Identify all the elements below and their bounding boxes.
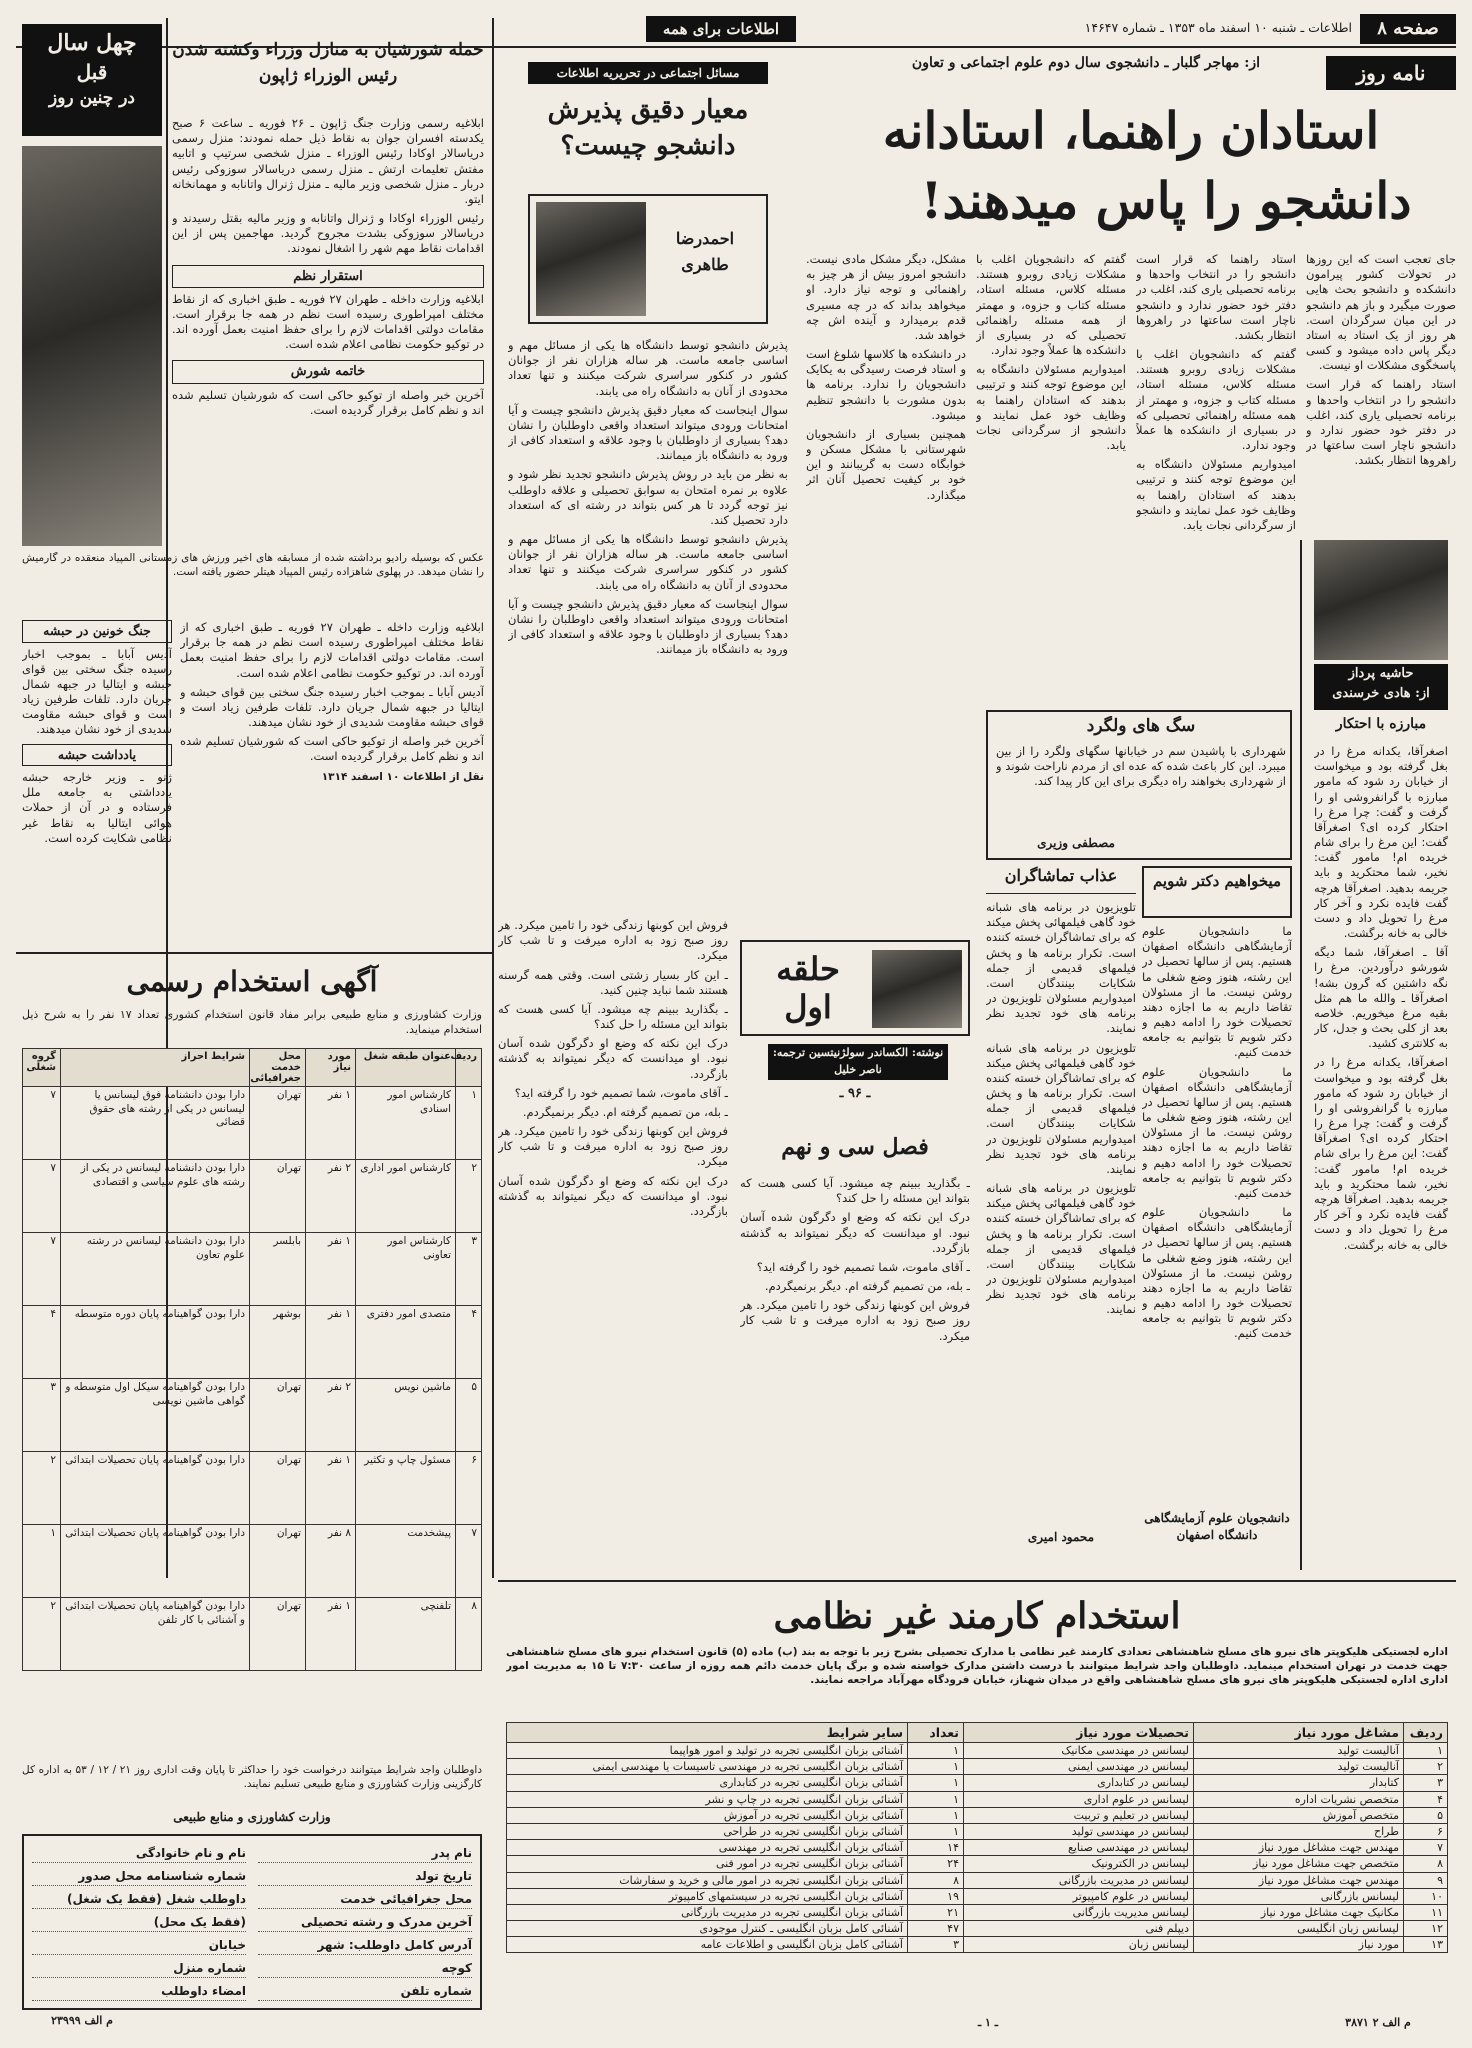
history-paragraph: آدیس آبابا ـ بموجب اخبار رسیده جنگ سختی بین قوای حبشه و ایتالیا در جبهه شمال جریان دارد. تلفات طرفین زیاد است و قوای حبشه مقاومت شدیدی از خود نشان میدهند.: [180, 684, 484, 730]
admission-article: [498, 52, 798, 912]
story-episode: ـ ۹۶ ـ: [839, 1086, 871, 1101]
doctor-author: دانشجویان علوم آزمایشگاهی دانشگاه اصفهان: [1144, 1511, 1290, 1542]
history-section: [16, 20, 488, 950]
table-cell: آشنائی بزبان انگلیسی تجربه در تولید و امور هواپیما: [507, 1743, 908, 1759]
table-header: تحصیلات مورد نیاز: [964, 1723, 1194, 1743]
table-cell: ۳: [23, 1379, 61, 1452]
table-cell: ۲: [23, 1598, 61, 1671]
table-cell: آشنائی بزبان انگلیسی تجربه در کتابداری: [507, 1775, 908, 1791]
table-cell: ۸ نفر: [306, 1525, 356, 1598]
story-paragraph: ـ آقای ماموت، شما تصمیم خود را گرفته اید؟: [756, 1259, 970, 1274]
page-label: صفحه ۸: [1360, 14, 1456, 44]
story-paragraph: ـ بله، من تصمیم گرفته ام. دیگر برنمیگردم.: [764, 1279, 970, 1294]
history-box-line: در چنین روز: [49, 88, 135, 108]
doctor-item: [1142, 866, 1292, 1566]
form-field-label: خیابان: [32, 1936, 246, 1955]
table-cell: ۸: [456, 1598, 482, 1671]
satire-title-text: حاشیه پرداز: [1348, 666, 1414, 681]
admission-author: احمدرضا طاهری: [675, 229, 735, 274]
table-cell: لیسانس در تعلیم و تربیت: [964, 1807, 1194, 1823]
table-cell: لیسانس در مهندسی تولید: [964, 1823, 1194, 1839]
table-cell: لیسانس در مهندسی صنایع: [964, 1840, 1194, 1856]
table-cell: لیسانس زبان انگلیسی: [1194, 1921, 1404, 1937]
table-header-row: [507, 1723, 1448, 1743]
story-paragraph: ـ بله، من تصمیم گرفته ام. دیگر برنمیگردم.: [522, 1104, 728, 1119]
history-body: [172, 116, 484, 536]
table-cell: ۱: [908, 1823, 964, 1839]
dogs-box: [986, 710, 1292, 860]
main-paragraph: گفتم که دانشجویان اغلب با مشکلات زیادی روبرو هستند. مسئله کلاس، مسئله استاد، مسئله کتاب و جزوه، و مهمتر از همه مسئله راهنمائی تحصیلی که در بسیاری از دانشکده ها عملاً وجود ندارد.: [1136, 347, 1296, 453]
table-cell: دارا بودن گواهینامه سیکل اول متوسطه و گواهی ماشین نویسی: [61, 1379, 250, 1452]
main-body-col-2: [1136, 252, 1296, 682]
table-row: [507, 1888, 1448, 1904]
table-cell: ۷: [23, 1160, 61, 1233]
table-header: شرایط احراز: [61, 1049, 250, 1087]
table-cell: لیسانس در مهندسی ایمنی: [964, 1759, 1194, 1775]
story-logo: حلقه اول: [776, 950, 840, 1027]
table-row: [23, 1306, 482, 1379]
admission-paragraph: به نظر من باید در روش پذیرش دانشجو تجدید نظر شود و علاوه بر نمره امتحان به سوابق تحصیلی و علاقه داوطلب نیز توجه گردد تا هر کس بتواند در رشته ای که استعداد دارد تحصیل کند.: [508, 467, 788, 527]
table-cell: ۱۱: [1404, 1904, 1448, 1920]
table-cell: ۶: [456, 1452, 482, 1525]
main-paragraph: همچنین بسیاری از دانشجویان شهرستانی با مشکل مسکن و خوابگاه دست به گریبانند و این خود بر کیفیت تحصیل آنان اثر میگذارد.: [806, 426, 966, 502]
table-cell: تهران: [250, 1379, 306, 1452]
table-header: ردیف: [456, 1049, 482, 1087]
table-cell: ۱: [908, 1807, 964, 1823]
table-cell: بابلسر: [250, 1233, 306, 1306]
admission-kicker: مسائل اجتماعی در تحریریه اطلاعات: [528, 62, 768, 84]
table-cell: آشنائی کامل بزبان انگلیسی ـ کنترل موجودی: [507, 1921, 908, 1937]
table-row: [507, 1791, 1448, 1807]
table-cell: ۲: [23, 1452, 61, 1525]
table-cell: متخصص آموزش: [1194, 1807, 1404, 1823]
admission-body: [508, 338, 788, 912]
table-cell: ۷: [1404, 1840, 1448, 1856]
admission-paragraph: سوال اینجاست که معیار دقیق پذیرش دانشجو چیست و آیا امتحانات ورودی میتواند استعداد واقعی داوطلبان را نشان دهد؟ بسیاری از داوطلبان با وجود علاقه و استعداد کافی از ورود به دانشگاه باز میمانند.: [508, 402, 788, 463]
story-paragraph: درک این نکته که وضع او دگرگون شده آسان نبود. او میدانست که دیگر نمیتواند به گذشته بازگردد.: [498, 1036, 728, 1081]
table-cell: دارا بودن گواهینامه پایان تحصیلات ابتدائی: [61, 1452, 250, 1525]
serial-story: [498, 918, 980, 1578]
photo-caption: عکس که بوسیله رادیو برداشته شده از مسابقه های اخیر ورزش های زمستانی المپیاد منعقده در گارمیش را نشان میدهد. در پهلوی شاهزاده رئیس المپیاد هیتلر حضور یافته است.: [22, 552, 484, 578]
civil-ad-table-wrap: [22, 1048, 482, 1756]
main-paragraph: امیدواریم مسئولان دانشگاه به این موضوع توجه کنند و ترتیبی بدهند که استادان راهنما به وظایف خود عمل نمایند و دانشجو از سرگردانی نجات یابد.: [1136, 457, 1296, 532]
table-row: [23, 1160, 482, 1233]
table-cell: ۲ نفر: [306, 1160, 356, 1233]
tv-paragraph: تلویزیون در برنامه های شبانه خود گاهی فیلمهائی پخش میکند که برای تماشاگران خسته کننده است. تکرار برنامه ها و پخش فیلمهای قدیمی از جمله شکایات بینندگان است. امیدواریم مسئولان تلویزیون در برنامه های خود تجدید نظر نمایند.: [986, 1181, 1136, 1317]
subhead-ethiopia-war: جنگ خونین در حبشه: [22, 620, 172, 643]
form-field-label: کوچه: [258, 1959, 472, 1978]
admission-paragraph: سوال اینجاست که معیار دقیق پذیرش دانشجو چیست و آیا امتحانات ورودی میتواند استعداد واقعی داوطلبان را نشان دهد؟ بسیاری از داوطلبان با وجود علاقه و استعداد کافی از ورود به دانشگاه باز میمانند.: [508, 596, 788, 657]
table-cell: کارشناس امور اسنادی: [356, 1087, 456, 1160]
subhead-order: استقرار نظم: [172, 265, 484, 288]
table-cell: لیسانس در کتابداری: [964, 1775, 1194, 1791]
doctor-title: میخواهیم دکتر شویم: [1142, 866, 1292, 918]
columnist-photo: [1314, 540, 1448, 660]
table-cell: آنالیست تولید: [1194, 1743, 1404, 1759]
doctor-paragraph: ما دانشجویان علوم آزمایشگاهی دانشگاه اصفهان هستیم. پس از سالها تحصیل در این رشته، هنوز وضع شغلی ما روشن نیست. ما از مسئولان تقاضا داریم به ما اجازه دهند تحصیلات خود را ادامه دهیم و دکتر شویم تا بتوانیم به جامعه خدمت کنیم.: [1142, 1205, 1292, 1341]
table-cell: ۱۰: [1404, 1888, 1448, 1904]
table-cell: مورد نیاز: [1194, 1937, 1404, 1953]
table-cell: متخصص جهت مشاغل مورد نیاز: [1194, 1856, 1404, 1872]
story-paragraph: ـ بگذارید ببینم چه میشود. آیا کسی هست که بتواند این مسئله را حل کند؟: [498, 1001, 728, 1032]
section-label: اطلاعات برای همه: [646, 16, 796, 42]
civil-ad-signature: وزارت کشاورزی و منابع طبیعی: [173, 1810, 331, 1824]
dogs-author: مصطفی وزیری: [1037, 836, 1115, 850]
table-cell: ۴۷: [908, 1921, 964, 1937]
table-cell: تهران: [250, 1452, 306, 1525]
table-cell: ۳: [456, 1233, 482, 1306]
main-body-col-1: [1306, 252, 1456, 552]
dogs-body: شهرداری با پاشیدن سم در خیابانها سگهای ولگرد را از بین میبرد. این کار باعث شده که عده ای از مردم ناراحت شوند و از شهرداری بخواهند راه دیگری برای این کار پیدا کند.: [996, 744, 1286, 789]
table-cell: لیسانس مدیریت بازرگانی: [964, 1904, 1194, 1920]
tv-paragraph: تلویزیون در برنامه های شبانه خود گاهی فیلمهائی پخش میکند که برای تماشاگران خسته کننده است. تکرار برنامه ها و پخش فیلمهای قدیمی از جمله شکایات بینندگان است. امیدواریم مسئولان تلویزیون در برنامه های خود تجدید نظر نمایند.: [986, 1040, 1136, 1176]
column-rule: [1300, 540, 1302, 1570]
history-paragraph: رئیس الوزراء اوکادا و ژنرال واتانابه و وزیر مالیه بقتل رسیدند و دریاسالار سوزوکی بشدت مجروح گردید. مهاجمین پس از این اقدامات نقاط مهم شهر را اشغال نمودند.: [172, 211, 484, 256]
tv-paragraph: تلویزیون در برنامه های شبانه خود گاهی فیلمهائی پخش میکند که برای تماشاگران خسته کننده است. تکرار برنامه ها و پخش فیلمهای قدیمی از جمله شکایات بینندگان است. امیدواریم مسئولان تلویزیون در برنامه های خود تجدید نظر نمایند.: [986, 900, 1136, 1036]
table-cell: ۱: [908, 1775, 964, 1791]
story-paragraph: ـ این کار بسیار زشتی است. وقتی همه گرسنه هستند شما نباید چنین کنید.: [498, 967, 728, 997]
civilian-ad-table: [506, 1722, 1448, 1953]
table-cell: ۳: [908, 1937, 964, 1953]
ad-top-rule: [16, 952, 492, 954]
civil-ad-intro: وزارت کشاورزی و منابع طبیعی برابر مفاد قانون استخدام کشوری تعداد ۱۷ نفر را به شرح ذیل استخدام مینماید.: [22, 1008, 482, 1036]
table-row: [507, 1872, 1448, 1888]
table-row: [507, 1823, 1448, 1839]
table-cell: لیسانس زبان: [964, 1937, 1194, 1953]
table-cell: آشنائی بزبان انگلیسی تجربه در امور مالی و خرید و سفارشات: [507, 1872, 908, 1888]
table-cell: لیسانس در علوم اداری: [964, 1791, 1194, 1807]
form-field-label: محل جغرافیائی خدمت: [258, 1890, 472, 1909]
tv-title: عذاب تماشاگران: [986, 866, 1136, 894]
civilian-employee-ad: [498, 1588, 1456, 2038]
table-cell: آشنائی بزبان انگلیسی تجربه در آموزش: [507, 1807, 908, 1823]
table-cell: ۱ نفر: [306, 1452, 356, 1525]
history-box-line: قبل: [76, 60, 108, 84]
table-cell: پیشخدمت: [356, 1525, 456, 1598]
table-header: سایر شرایط: [507, 1723, 908, 1743]
table-cell: ۱: [908, 1743, 964, 1759]
form-field-label: نام و نام خانوادگی: [32, 1844, 246, 1863]
table-row: [507, 1775, 1448, 1791]
form-field-label: (فقط یک محل): [32, 1913, 246, 1932]
table-cell: ۱: [456, 1087, 482, 1160]
table-cell: مکانیک جهت مشاغل مورد نیاز: [1194, 1904, 1404, 1920]
table-header: مورد نیاز: [306, 1049, 356, 1087]
table-cell: تهران: [250, 1525, 306, 1598]
tv-item: [986, 866, 1136, 1566]
story-paragraph: ـ آقای ماموت، شما تصمیم خود را گرفته اید؟: [514, 1085, 728, 1100]
table-cell: ۸: [908, 1872, 964, 1888]
table-cell: ۱: [908, 1759, 964, 1775]
civil-ad-title: آگهی استخدام رسمی: [126, 965, 378, 998]
table-cell: مهندس جهت مشاغل مورد نیاز: [1194, 1840, 1404, 1856]
doctor-body: [1142, 924, 1292, 1504]
form-field-label: شماره تلفن: [258, 1982, 472, 2001]
table-cell: ۱ نفر: [306, 1306, 356, 1379]
table-row: [23, 1452, 482, 1525]
table-cell: ۲ نفر: [306, 1379, 356, 1452]
story-paragraph: فروش این کوبنها زندگی خود را تامین میکرد. هر روز صبح زود به اداره میرفت و تا شب کار میکرد.: [498, 1124, 728, 1169]
table-cell: دارا بودن دانشنامه لیسانس در یکی از رشته های علوم سیاسی و اقتصادی: [61, 1160, 250, 1233]
tv-author: محمود امیری: [1027, 1530, 1095, 1544]
story-paragraph: درک این نکته که وضع او دگرگون شده آسان نبود. او میدانست که دیگر نمیتواند به گذشته بازگردد.: [498, 1173, 728, 1218]
civilian-ad-intro: اداره لجستیکی هلیکوپتر های نیرو های مسلح شاهنشاهی تعدادی کارمند غیر نظامی با مدارک تحصیلی بشرح زیر با توجه به بند (ب) ماده (۵) قانون استخدام نیرو های مسلح شاهنشاهی جهت خدمت در تهران استخدام مینماید. داوطلبان واجد شرایط میتوانند با درست داشتن مدارک خواسته شده و برگ پایان خدمت دائم همه روزه از ساعت ۷:۳۰ تا ۱۵ به مدیریت امور اداری اداره لجستیکی هلیکوپتر های نیرو های مسلح شاهنشاهی واقع در میدان شهناز، خیابان فرودگاه مهرآباد مراجعه نمایند.: [506, 1646, 1448, 1686]
admission-author-box: [528, 194, 768, 324]
table-cell: آنالیست تولید: [1194, 1759, 1404, 1775]
main-byline: از: مهاجر گلبار ـ دانشجوی سال دوم علوم اجتماعی و تعاون: [911, 55, 1261, 71]
table-cell: آشنائی بزبان انگلیسی تجربه در سیستمهای کامپیوتر: [507, 1888, 908, 1904]
main-paragraph: مشکل، دیگر مشکل مادی نیست. دانشجو امروز بیش از هر چیز به راهنمائی و توجه نیاز دارد. او میخواهد بداند که در چه مسیری قدم برمیدارد و آینده اش چه خواهد شد.: [806, 252, 966, 342]
main-paragraph: جای تعجب است که این روزها در تحولات کشور پیرامون دانشکده و دانشجو بحث هایی صورت میگیرد و باز هم دانشجو در این میان سرگردان است. هر روز از یک استاد به استاد دیگر پاس داده میشود و کسی پاسخگوی مشکلات او نیست.: [1306, 252, 1456, 373]
table-cell: دارا بودن دانشنامه فوق لیسانس یا لیسانس در یکی از رشته های حقوق قضائی: [61, 1087, 250, 1160]
table-cell: ۱: [23, 1525, 61, 1598]
table-row: [507, 1840, 1448, 1856]
form-field-label: داوطلب شغل (فقط یک شغل): [32, 1890, 246, 1909]
table-cell: دیپلم فنی: [964, 1921, 1194, 1937]
table-cell: ۷: [456, 1525, 482, 1598]
table-row: [507, 1937, 1448, 1953]
table-cell: ۱: [1404, 1743, 1448, 1759]
main-paragraph: استاد راهنما که قرار است دانشجو را در انتخاب واحدها و برنامه تحصیلی یاری کند، اغلب در دفتر خود حضور ندارد و دانشجو ناچار است ساعتها در راهروها انتظار بکشد.: [1306, 377, 1456, 468]
main-paragraph: در دانشکده ها کلاسها شلوغ است و استاد فرصت رسیدگی به یکایک دانشجویان را ندارد. برنامه ها بدون مشورت با دانشجو تنظیم میشود.: [806, 347, 966, 422]
doctor-paragraph: ما دانشجویان علوم آزمایشگاهی دانشگاه اصفهان هستیم. پس از سالها تحصیل در این رشته، هنوز وضع شغلی ما روشن نیست. ما از مسئولان تقاضا داریم به ما اجازه دهند تحصیلات خود را ادامه دهیم و دکتر شویم تا بتوانیم به جامعه خدمت کنیم.: [1142, 1064, 1292, 1200]
table-row: [507, 1856, 1448, 1872]
table-cell: ۲: [1404, 1759, 1448, 1775]
form-field-label: امضاء داوطلب: [32, 1982, 246, 2001]
table-cell: کارشناس امور تعاونی: [356, 1233, 456, 1306]
admission-title: معیار دقیق پذیرش دانشجو چیست؟: [547, 95, 749, 162]
table-cell: ۱ نفر: [306, 1087, 356, 1160]
story-paragraph: ـ بگذارید ببینم چه میشود. آیا کسی هست که بتواند این مسئله را حل کند؟: [740, 1176, 970, 1206]
ad-top-rule: [498, 1580, 1456, 1582]
subhead-ethiopia-note: یادداشت حبشه: [22, 744, 172, 767]
table-row: [23, 1379, 482, 1452]
table-cell: ۱: [908, 1791, 964, 1807]
main-paragraph: استاد راهنما که قرار است دانشجو را در انتخاب واحدها و برنامه تحصیلی یاری کند، اغلب در دفتر خود حضور ندارد و دانشجو ناچار است ساعتها در راهروها انتظار بکشد.: [1136, 252, 1296, 342]
page-number: ـ ۱ ـ: [977, 2016, 999, 2029]
main-paragraph: امیدواریم مسئولان دانشگاه به این موضوع توجه کنند و ترتیبی بدهند که استادان راهنما به وظایف خود عمل نمایند و دانشجو از سرگردانی نجات یابد.: [976, 362, 1126, 453]
civil-ad-table: [22, 1048, 482, 1671]
table-cell: مهندس جهت مشاغل مورد نیاز: [1194, 1872, 1404, 1888]
story-credit: نوشته: الکساندر سولژنیتسین ترجمه: ناصر خلیل: [768, 1044, 948, 1080]
satire-paragraph: آقا ـ اصغرآقا، شما دیگه شورشو درآوردین. مرغ را نگه داشتین که گرون بشه! اصغرآقا ـ والله ما هم مثل بقیه مرغ میخوریم. خلاصه بعد از کلی بحث و جدل، کار به کلانتری کشید.: [1314, 945, 1448, 1051]
story-paragraph: فروش این کوبنها زندگی خود را تامین میکرد. هر روز صبح زود به اداره میرفت و تا شب کار میکرد.: [498, 918, 728, 963]
table-cell: ۲: [456, 1160, 482, 1233]
table-cell: ۷: [23, 1087, 61, 1160]
table-cell: آشنائی بزبان انگلیسی تجربه در مهندسی: [507, 1840, 908, 1856]
form-field-label: آدرس کامل داوطلب: شهر: [258, 1936, 472, 1955]
table-row: [507, 1921, 1448, 1937]
story-col-right: [740, 1176, 970, 1568]
story-col-left: [498, 918, 728, 1568]
satire-paragraph: اصغرآقا، یکدانه مرغ را در بغل گرفته بود و میخواست از خیابان رد شود که مامور مبارزه با گرانفروشی او را گرفت و گفت: چرا مرغ را احتکار کرده ای؟ اصغرآقا گفت: این مرغ را برای شام خریده ام! مامور گفت: نخیر، شما محتکرید و باید جریمه بدهید. اصغرآقا هرچه گفت فایده نکرد و آخر کار مرغ را تحویل داد و دست خالی به خانه برگشت.: [1314, 744, 1448, 941]
history-lower-body-right: [180, 620, 484, 940]
table-cell: لیسانس در مدیریت بازرگانی: [964, 1872, 1194, 1888]
history-paragraph: ژنو ـ وزیر خارجه حبشه یادداشتی به جامعه ملل فرستاده و در آن از حملات هوائی ایتالیا به نقاط غیر نظامی شکایت کرده است.: [22, 770, 172, 845]
civilian-ad-code: م الف ۲ ۳۸۷۱: [1345, 2016, 1411, 2029]
form-field-label: تاریخ تولد: [258, 1867, 472, 1886]
table-cell: ۱ نفر: [306, 1233, 356, 1306]
table-cell: آشنائی بزبان انگلیسی تجربه در امور فنی: [507, 1856, 908, 1872]
table-row: [23, 1087, 482, 1160]
table-cell: دارا بودن گواهینامه پایان تحصیلات ابتدائی و آشنائی با کار تلفن: [61, 1598, 250, 1671]
story-logo-art: [872, 950, 962, 1028]
story-paragraph: فروش این کوبنها زندگی خود را تامین میکرد. هر روز صبح زود به اداره میرفت و تا شب کار میکرد.: [740, 1298, 970, 1343]
history-box-title: [22, 24, 162, 136]
table-cell: تهران: [250, 1160, 306, 1233]
story-chapter-title: فصل سی و نهم: [781, 1134, 929, 1160]
table-cell: ۴: [23, 1306, 61, 1379]
table-cell: ۱۹: [908, 1888, 964, 1904]
table-cell: ۱۳: [1404, 1937, 1448, 1953]
table-cell: ۴: [1404, 1791, 1448, 1807]
dogs-title: سگ های ولگرد: [1086, 716, 1196, 736]
table-cell: لیسانس در علوم کامپیوتر: [964, 1888, 1194, 1904]
satire-body: [1314, 744, 1448, 1564]
table-cell: متخصص نشریات اداره: [1194, 1791, 1404, 1807]
history-paragraph: آخرین خبر واصله از توکیو حاکی است که شورشیان تسلیم شده اند و نظم کامل برقرار گردیده است.: [172, 387, 484, 417]
table-header: تعداد: [908, 1723, 964, 1743]
table-row: [23, 1525, 482, 1598]
admission-paragraph: پذیرش دانشجو توسط دانشگاه ها یکی از مسائل مهم و اساسی جامعه ماست. هر ساله هزاران نفر از جوانان کشور در کنکور سراسری شرکت میکنند و تنها تعداد محدودی از آنان به دانشگاه راه می یابند.: [508, 338, 788, 398]
history-box-line: چهل سال: [47, 30, 137, 56]
table-cell: لیسانس بازرگانی: [1194, 1888, 1404, 1904]
table-cell: طراح: [1194, 1823, 1404, 1839]
satire-column: [1306, 540, 1456, 1568]
table-cell: کارشناس امور اداری: [356, 1160, 456, 1233]
table-header: عنوان طبقه شغل: [356, 1049, 456, 1087]
table-cell: ماشین نویس: [356, 1379, 456, 1452]
main-headline-2: دانشجو را پاس میدهند!: [920, 171, 1412, 230]
history-paragraph: ابلاغیه رسمی وزارت جنگ ژاپون ـ ۲۶ فوریه ـ ساعت ۶ صبح یکدسته افسران جوان به نقاط ذیل حمله نمودند: منزل رسمی دریاسالار اوکادا رئیس الوزراء ـ منزل شخصی سرتیپ و اتابیه مفتش تعلیمات ارتش ـ منزل رسمی دریاسالار سوزوکی رئیس دربار ـ منزل شخصی وزیر مالیه ـ منزل ژنرال واتانابه و مهمانخانه ایتو.: [172, 116, 484, 206]
history-credit: نقل از اطلاعات ۱۰ اسفند ۱۳۱۴: [321, 770, 484, 783]
satire-paragraph: اصغرآقا، یکدانه مرغ را در بغل گرفته بود و میخواست از خیابان رد شود که مامور مبارزه با گرانفروشی او را گرفت و گفت: چرا مرغ را احتکار کرده ای؟ اصغرآقا گفت: این مرغ را برای شام خریده ام! مامور گفت: نخیر، شما محتکرید و باید جریمه بدهید. اصغرآقا هرچه گفت فایده نکرد و آخر کار مرغ را تحویل داد و دست خالی به خانه برگشت.: [1314, 1055, 1448, 1252]
table-cell: تهران: [250, 1598, 306, 1671]
form-field-label: شماره منزل: [32, 1959, 246, 1978]
table-cell: ۵: [1404, 1807, 1448, 1823]
table-row: [507, 1743, 1448, 1759]
story-paragraph: درک این نکته که وضع او دگرگون شده آسان نبود. او میدانست که دیگر نمیتواند به گذشته بازگردد.: [740, 1210, 970, 1255]
main-body-col-3: [976, 252, 1126, 682]
issue-line: اطلاعات ـ شنبه ۱۰ اسفند ماه ۱۳۵۳ ـ شماره ۱۴۶۴۷: [1084, 20, 1352, 35]
table-cell: ۶: [1404, 1823, 1448, 1839]
civil-ad-code: م الف ۲۳۹۹۹: [51, 2014, 113, 2027]
satire-subtitle: مبارزه با احتکار: [1335, 716, 1427, 732]
table-cell: ۳: [1404, 1775, 1448, 1791]
application-form: [22, 1834, 482, 2010]
subhead-end-revolt: خاتمه شورش: [172, 360, 484, 383]
table-cell: لیسانس در الکترونیک: [964, 1856, 1194, 1872]
table-cell: آشنائی بزبان انگلیسی تجربه در طراحی: [507, 1823, 908, 1839]
table-cell: ۲۴: [908, 1856, 964, 1872]
table-cell: تهران: [250, 1087, 306, 1160]
main-body-col-4: [806, 252, 966, 682]
table-cell: ۹: [1404, 1872, 1448, 1888]
history-paragraph: ابلاغیه وزارت داخله ـ طهران ۲۷ فوریه ـ طبق اخباری که از نقاط مختلف امپراطوری رسیده است نظم در همه جا برقرار است. مقامات دولتی اقدامات لازم را برای حفظ امنیت بعمل آورده اند. در توکیو حکومت نظامی اعلام شده است.: [180, 620, 484, 680]
table-header: گروه شغلی: [23, 1049, 61, 1087]
table-cell: ۵: [456, 1379, 482, 1452]
civilian-ad-title: استخدام کارمند غیر نظامی: [773, 1595, 1181, 1637]
history-paragraph: آدیس آبابا ـ بموجب اخبار رسیده جنگ سختی بین قوای حبشه و ایتالیا در جبهه شمال جریان دارد. تلفات طرفین زیاد است و قوای حبشه مقاومت شدیدی از خود نشان میدهند.: [22, 646, 172, 737]
column-rule: [492, 18, 494, 1578]
table-cell: ۸: [1404, 1856, 1448, 1872]
table-cell: ۱۴: [908, 1840, 964, 1856]
table-header: مشاغل مورد نیاز: [1194, 1723, 1404, 1743]
table-cell: آشنائی بزبان انگلیسی تجربه در مهندسی تاسیسات یا مهندسی ایمنی: [507, 1759, 908, 1775]
table-header-row: [23, 1049, 482, 1087]
table-row: [507, 1807, 1448, 1823]
civilian-ad-table-wrap: [506, 1722, 1448, 2016]
table-cell: آشنائی بزبان انگلیسی تجربه در چاپ و نشر: [507, 1791, 908, 1807]
civil-ad-footer-note: داوطلبان واجد شرایط میتوانند درخواست خود را حداکثر تا پایان وقت اداری روز ۲۱ / ۱۲ / ۵۳ به اداره کل کارگزینی وزارت کشاورزی و منابع طبیعی تسلیم نمایند.: [22, 1764, 482, 1790]
table-cell: ۲۱: [908, 1904, 964, 1920]
form-field-label: نام پدر: [258, 1844, 472, 1863]
history-paragraph: آخرین خبر واصله از توکیو حاکی است که شورشیان تسلیم شده اند و نظم کامل برقرار گردیده است.: [180, 734, 484, 764]
history-paragraph: ابلاغیه وزارت داخله ـ طهران ۲۷ فوریه ـ طبق اخباری که از نقاط مختلف امپراطوری رسیده است نظم در همه جا برقرار است. مقامات دولتی اقدامات لازم را برای حفظ امنیت بعمل آورده اند. در توکیو حکومت نظامی اعلام شده است.: [172, 291, 484, 352]
form-field-label: آخرین مدرک و رشته تحصیلی: [258, 1913, 472, 1932]
table-row: [23, 1233, 482, 1306]
table-header: ردیف: [1404, 1723, 1448, 1743]
table-cell: لیسانس در مهندسی مکانیک: [964, 1743, 1194, 1759]
history-lower-body: [22, 620, 172, 940]
doctor-paragraph: ما دانشجویان علوم آزمایشگاهی دانشگاه اصفهان هستیم. پس از سالها تحصیل در این رشته، هنوز وضع شغلی ما روشن نیست. ما از مسئولان تقاضا داریم به ما اجازه دهند تحصیلات خود را ادامه دهیم و دکتر شویم تا بتوانیم به جامعه خدمت کنیم.: [1142, 924, 1292, 1060]
table-cell: ۷: [23, 1233, 61, 1306]
tv-body: [986, 900, 1136, 1520]
form-grid: [24, 1836, 480, 2009]
main-headline-1: استادان راهنما، استادانه: [882, 101, 1380, 160]
main-paragraph: گفتم که دانشجویان اغلب با مشکلات زیادی روبرو هستند. مسئله کلاس، مسئله استاد، مسئله کتاب و جزوه، و مهمتر از همه مسئله راهنمائی تحصیلی که در بسیاری از دانشکده ها عملاً وجود ندارد.: [976, 252, 1126, 358]
table-row: [507, 1904, 1448, 1920]
author-photo: [536, 202, 646, 316]
table-cell: آشنائی بزبان انگلیسی تجربه در مدیریت بازرگانی: [507, 1904, 908, 1920]
table-cell: ۴: [456, 1306, 482, 1379]
table-cell: بوشهر: [250, 1306, 306, 1379]
table-header: محل خدمت جغرافیائی: [250, 1049, 306, 1087]
table-row: [507, 1759, 1448, 1775]
main-kicker: نامه روز: [1326, 56, 1456, 90]
table-row: [23, 1598, 482, 1671]
history-photo: [22, 146, 162, 546]
civil-service-ad: [16, 960, 488, 2038]
table-cell: تلفنچی: [356, 1598, 456, 1671]
table-cell: متصدی امور دفتری: [356, 1306, 456, 1379]
table-cell: دارا بودن گواهینامه پایان تحصیلات ابتدائی: [61, 1525, 250, 1598]
story-logo-box: [740, 940, 970, 1036]
table-cell: دارا بودن گواهینامه پایان دوره متوسطه: [61, 1306, 250, 1379]
table-cell: دارا بودن دانشنامه لیسانس در رشته علوم تعاون: [61, 1233, 250, 1306]
table-cell: مسئول چاپ و تکثیر: [356, 1452, 456, 1525]
table-cell: کتابدار: [1194, 1775, 1404, 1791]
table-cell: ۱ نفر: [306, 1598, 356, 1671]
satire-title: [1314, 664, 1448, 710]
table-cell: ۱۲: [1404, 1921, 1448, 1937]
satire-author: از: هادی خرسندی: [1332, 685, 1430, 701]
history-headline: حمله شورشیان به منازل وزراء وکشته شدن رئیس الوزراء ژاپون: [172, 40, 484, 86]
admission-paragraph: پذیرش دانشجو توسط دانشگاه ها یکی از مسائل مهم و اساسی جامعه ماست. هر ساله هزاران نفر از جوانان کشور در کنکور سراسری شرکت میکنند و تنها تعداد محدودی از آنان به دانشگاه راه می یابند.: [508, 532, 788, 592]
table-cell: آشنائی کامل بزبان انگلیسی و اطلاعات عامه: [507, 1937, 908, 1953]
form-field-label: شماره شناسنامه محل صدور: [32, 1867, 246, 1886]
